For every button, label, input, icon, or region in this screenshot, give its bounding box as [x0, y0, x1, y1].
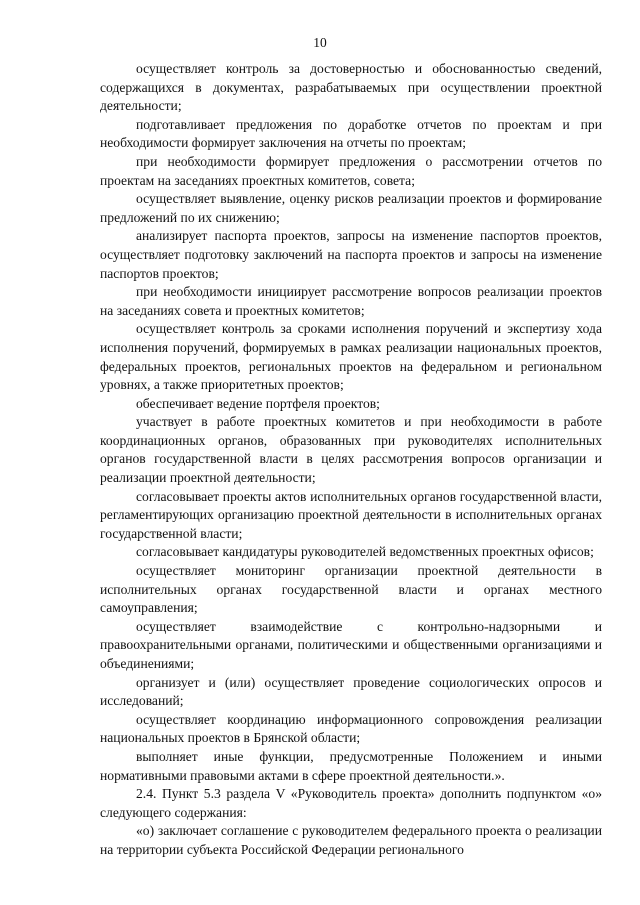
- paragraph: участвует в работе проектных комитетов и при необходимости в работе координационных органов, образованных при руководителях исполнительных органов государственной власти в целях рассмотрения вопросов организации и реализации проектной деятельности;: [100, 414, 602, 486]
- page-number: 10: [313, 35, 327, 50]
- paragraph: согласовывает проекты актов исполнительных органов государственной власти, регламентирующих организацию проектной деятельности в исполнительных органах государственной власти;: [100, 488, 602, 541]
- paragraph: «о) заключает соглашение с руководителем федерального проекта о реализации на территории субъекта Российской Федерации регионального: [100, 823, 602, 857]
- paragraph: осуществляет координацию информационного сопровождения реализации национальных проектов в Брянской области;: [100, 711, 602, 746]
- paragraph: выполняет иные функции, предусмотренные Положением и иными нормативными правовыми актами в сфере проектной деятельности.».: [100, 748, 602, 783]
- paragraph: осуществляет взаимодействие с контрольно-надзорными и правоохранительными органами, политическими и общественными организациями и объединениями;: [100, 618, 602, 671]
- paragraph: согласовывает кандидатуры руководителей ведомственных проектных офисов;: [136, 544, 594, 560]
- document-body: [100, 60, 602, 860]
- paragraph: обеспечивает ведение портфеля проектов;: [136, 395, 380, 411]
- paragraph: осуществляет контроль за достоверностью и обоснованностью сведений, содержащихся в документах, разрабатываемых при осуществлении проектной деятельности;: [100, 61, 602, 114]
- paragraph: осуществляет выявление, оценку рисков реализации проектов и формирование предложений по их снижению;: [100, 191, 602, 225]
- paragraph: организует и (или) осуществляет проведение социологических опросов и исследований;: [100, 674, 602, 709]
- paragraph: при необходимости формирует предложения о рассмотрении отчетов по проектам на заседаниях проектных комитетов, совета;: [100, 153, 602, 188]
- paragraph: при необходимости инициирует рассмотрение вопросов реализации проектов на заседаниях совета и проектных комитетов;: [100, 284, 602, 318]
- paragraph: осуществляет мониторинг организации проектной деятельности в исполнительных органах государственной власти и органах местного самоуправления;: [100, 563, 602, 616]
- paragraph: анализирует паспорта проектов, запросы на изменение паспортов проектов, осуществляет подготовку заключений на паспорта проектов и запросы на изменение паспортов проектов;: [100, 228, 602, 281]
- paragraph: осуществляет контроль за сроками исполнения поручений и экспертизу хода исполнения поручений, формируемых в рамках реализации национальных проектов, федеральных проектов, региональных проектов на федеральном и региональном уровнях, а также приоритетных проектов;: [100, 321, 602, 393]
- paragraph: подготавливает предложения по доработке отчетов по проектам и при необходимости формирует заключения на отчеты по проектам;: [100, 116, 602, 151]
- paragraph: 2.4. Пункт 5.3 раздела V «Руководитель проекта» дополнить подпунктом «о» следующего содержания:: [100, 786, 602, 820]
